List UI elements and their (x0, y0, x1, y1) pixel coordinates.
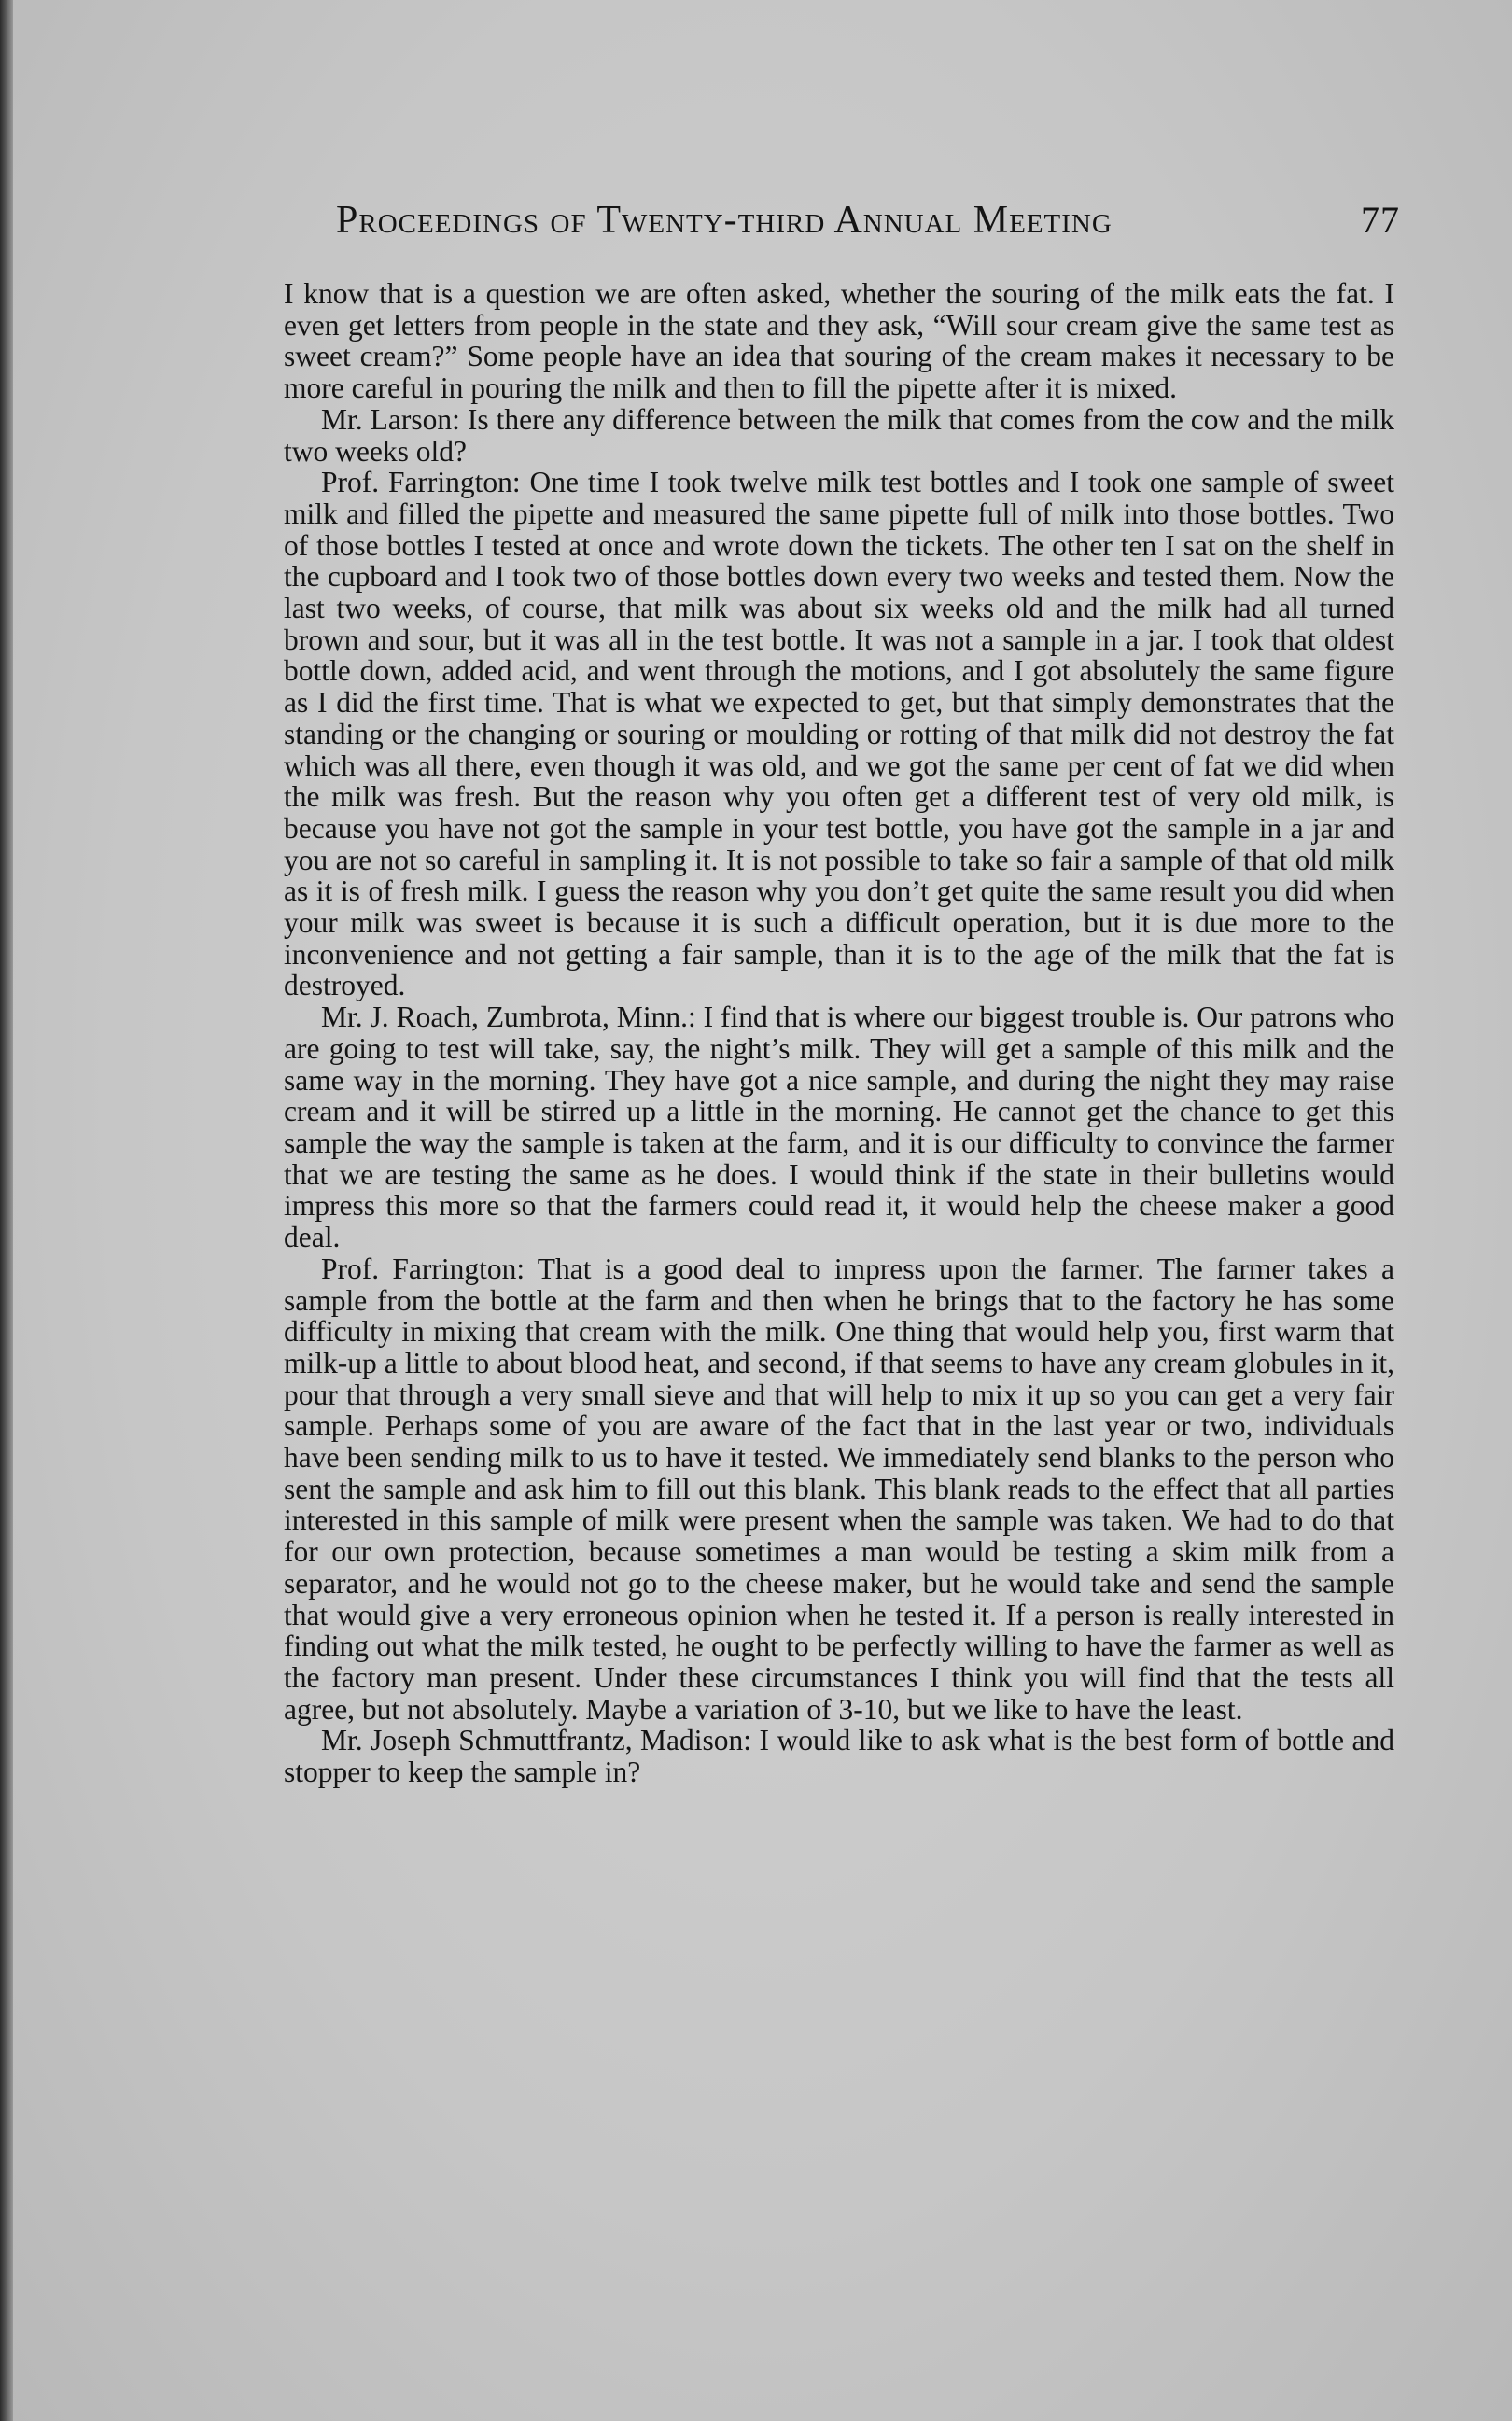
speaker-name: Mr. J. Roach, Zumbrota, Minn.: (321, 1001, 696, 1034)
running-header (336, 198, 1400, 245)
page-spine-shadow (0, 0, 13, 2421)
paragraph-text: I know that is a question we are often asked, whether the souring of the milk eats the fat. I even get letters from people in the state and they ask, “Will sour cream give the same test as sweet cream?” Some people have an idea that souring of the cream makes it necessary to be more careful in pouring the milk and then to fill the pipette after it is mixed. (284, 277, 1394, 405)
speaker-name: Mr. Joseph Schmuttfrantz, Madison: (321, 1724, 752, 1757)
paragraph-text: One time I took twelve milk test bottles and I took one sample of sweet milk and filled the pipette and measured the same pipette full of milk into those bottles. Two of those bottles I tested at once and wrote down the tickets. The other ten I sat on the shelf in the cupboard and I took two of those bottles down every two weeks and tested them. Now the last two weeks, of course, that milk was about six weeks old and the milk had all turned brown and sour, but it was all in the test bottle. It was not a sample in a jar. I took that oldest bottle down, added acid, and went through the motions, and I got absolutely the same figure as I did the first time. That is what we expected to get, but that simply demonstrates that the standing or the changing or souring or moulding or rotting of that milk did not destroy the fat which was all there, even though it was old, and we got the same per cent of fat we did when the milk was fresh. But the reason why you often get a different test of very old milk, is because you have not got the sample in your test bottle, you have got the sample in a jar and you are not so careful in sampling it. It is not possible to take so fair a sample of that old milk as it is of fresh milk. I guess the reason why you don’t get quite the same result you did when your milk was sweet is because it is such a difficult operation, but it is due more to the inconvenience and not getting a fair sample, than it is to the age of the milk that the fat is destroyed. (284, 466, 1395, 1002)
speaker-name: Mr. Larson: (321, 402, 460, 436)
paragraph (284, 278, 1394, 404)
paragraph (284, 1001, 1394, 1253)
paragraph (284, 1725, 1394, 1787)
page-number: 77 (1361, 199, 1400, 241)
paragraph-text: Is there any difference between the milk that comes from the cow and the milk two weeks old? (284, 402, 1395, 468)
paragraph (284, 467, 1394, 1001)
speaker-name: Prof. Farrington: (321, 466, 521, 499)
speaker-name: Prof. Farrington: (321, 1252, 525, 1285)
paragraph-text: I find that is where our biggest trouble is. Our patrons who are going to test will take, say, the night’s milk. They will get a sample of this milk and the same way in the morning. They have got a nice sample, and during the night they may raise cream and it will be stirred up a little in the morning. He cannot get the chance to get this sample the way the sample is taken at the farm, and it is our difficulty to convince the farmer that we are testing the same as he does. I would think if the state in their bulletins would impress this more so that the farmers could read it, it would help the cheese maker a good deal. (284, 1001, 1394, 1254)
paragraph-text: I would like to ask what is the best form of bottle and stopper to keep the sample in? (284, 1724, 1395, 1789)
body-text (284, 278, 1394, 1788)
paragraph (284, 1253, 1394, 1726)
paragraph (284, 404, 1394, 467)
running-header-title: Proceedings of Twenty-third Annual Meeting (336, 199, 1113, 242)
paragraph-text: That is a good deal to impress upon the farmer. The farmer takes a sample from the bottle at the farm and then when he brings that to the factory he has some difficulty in mixing that cream with the milk. One thing that would help you, first warm that milk-up a little to about blood heat, and second, if that seems to have any cream globules in it, pour that through a very small sieve and that will help to mix it up so you can get a very fair sample. Perhaps some of you are aware of the fact that in the last year or two, individuals have been sending milk to us to have it tested. We immediately send blanks to the person who sent the sample and ask him to fill out this blank. This blank reads to the effect that all parties interested in this sample of milk were present when the sample was taken. We had to do that for our own protection, because sometimes a man would be testing a skim milk from a separator, and he would not go to the cheese maker, but he would take and send the sample that would give a very erroneous opinion when he tested it. If a person is really interested in finding out what the milk tested, he ought to be perfectly willing to have the farmer as well as the factory man present. Under these circumstances I think you will find that the tests all agree, but not absolutely. Maybe a variation of 3-10, but we like to have the least. (284, 1252, 1394, 1726)
